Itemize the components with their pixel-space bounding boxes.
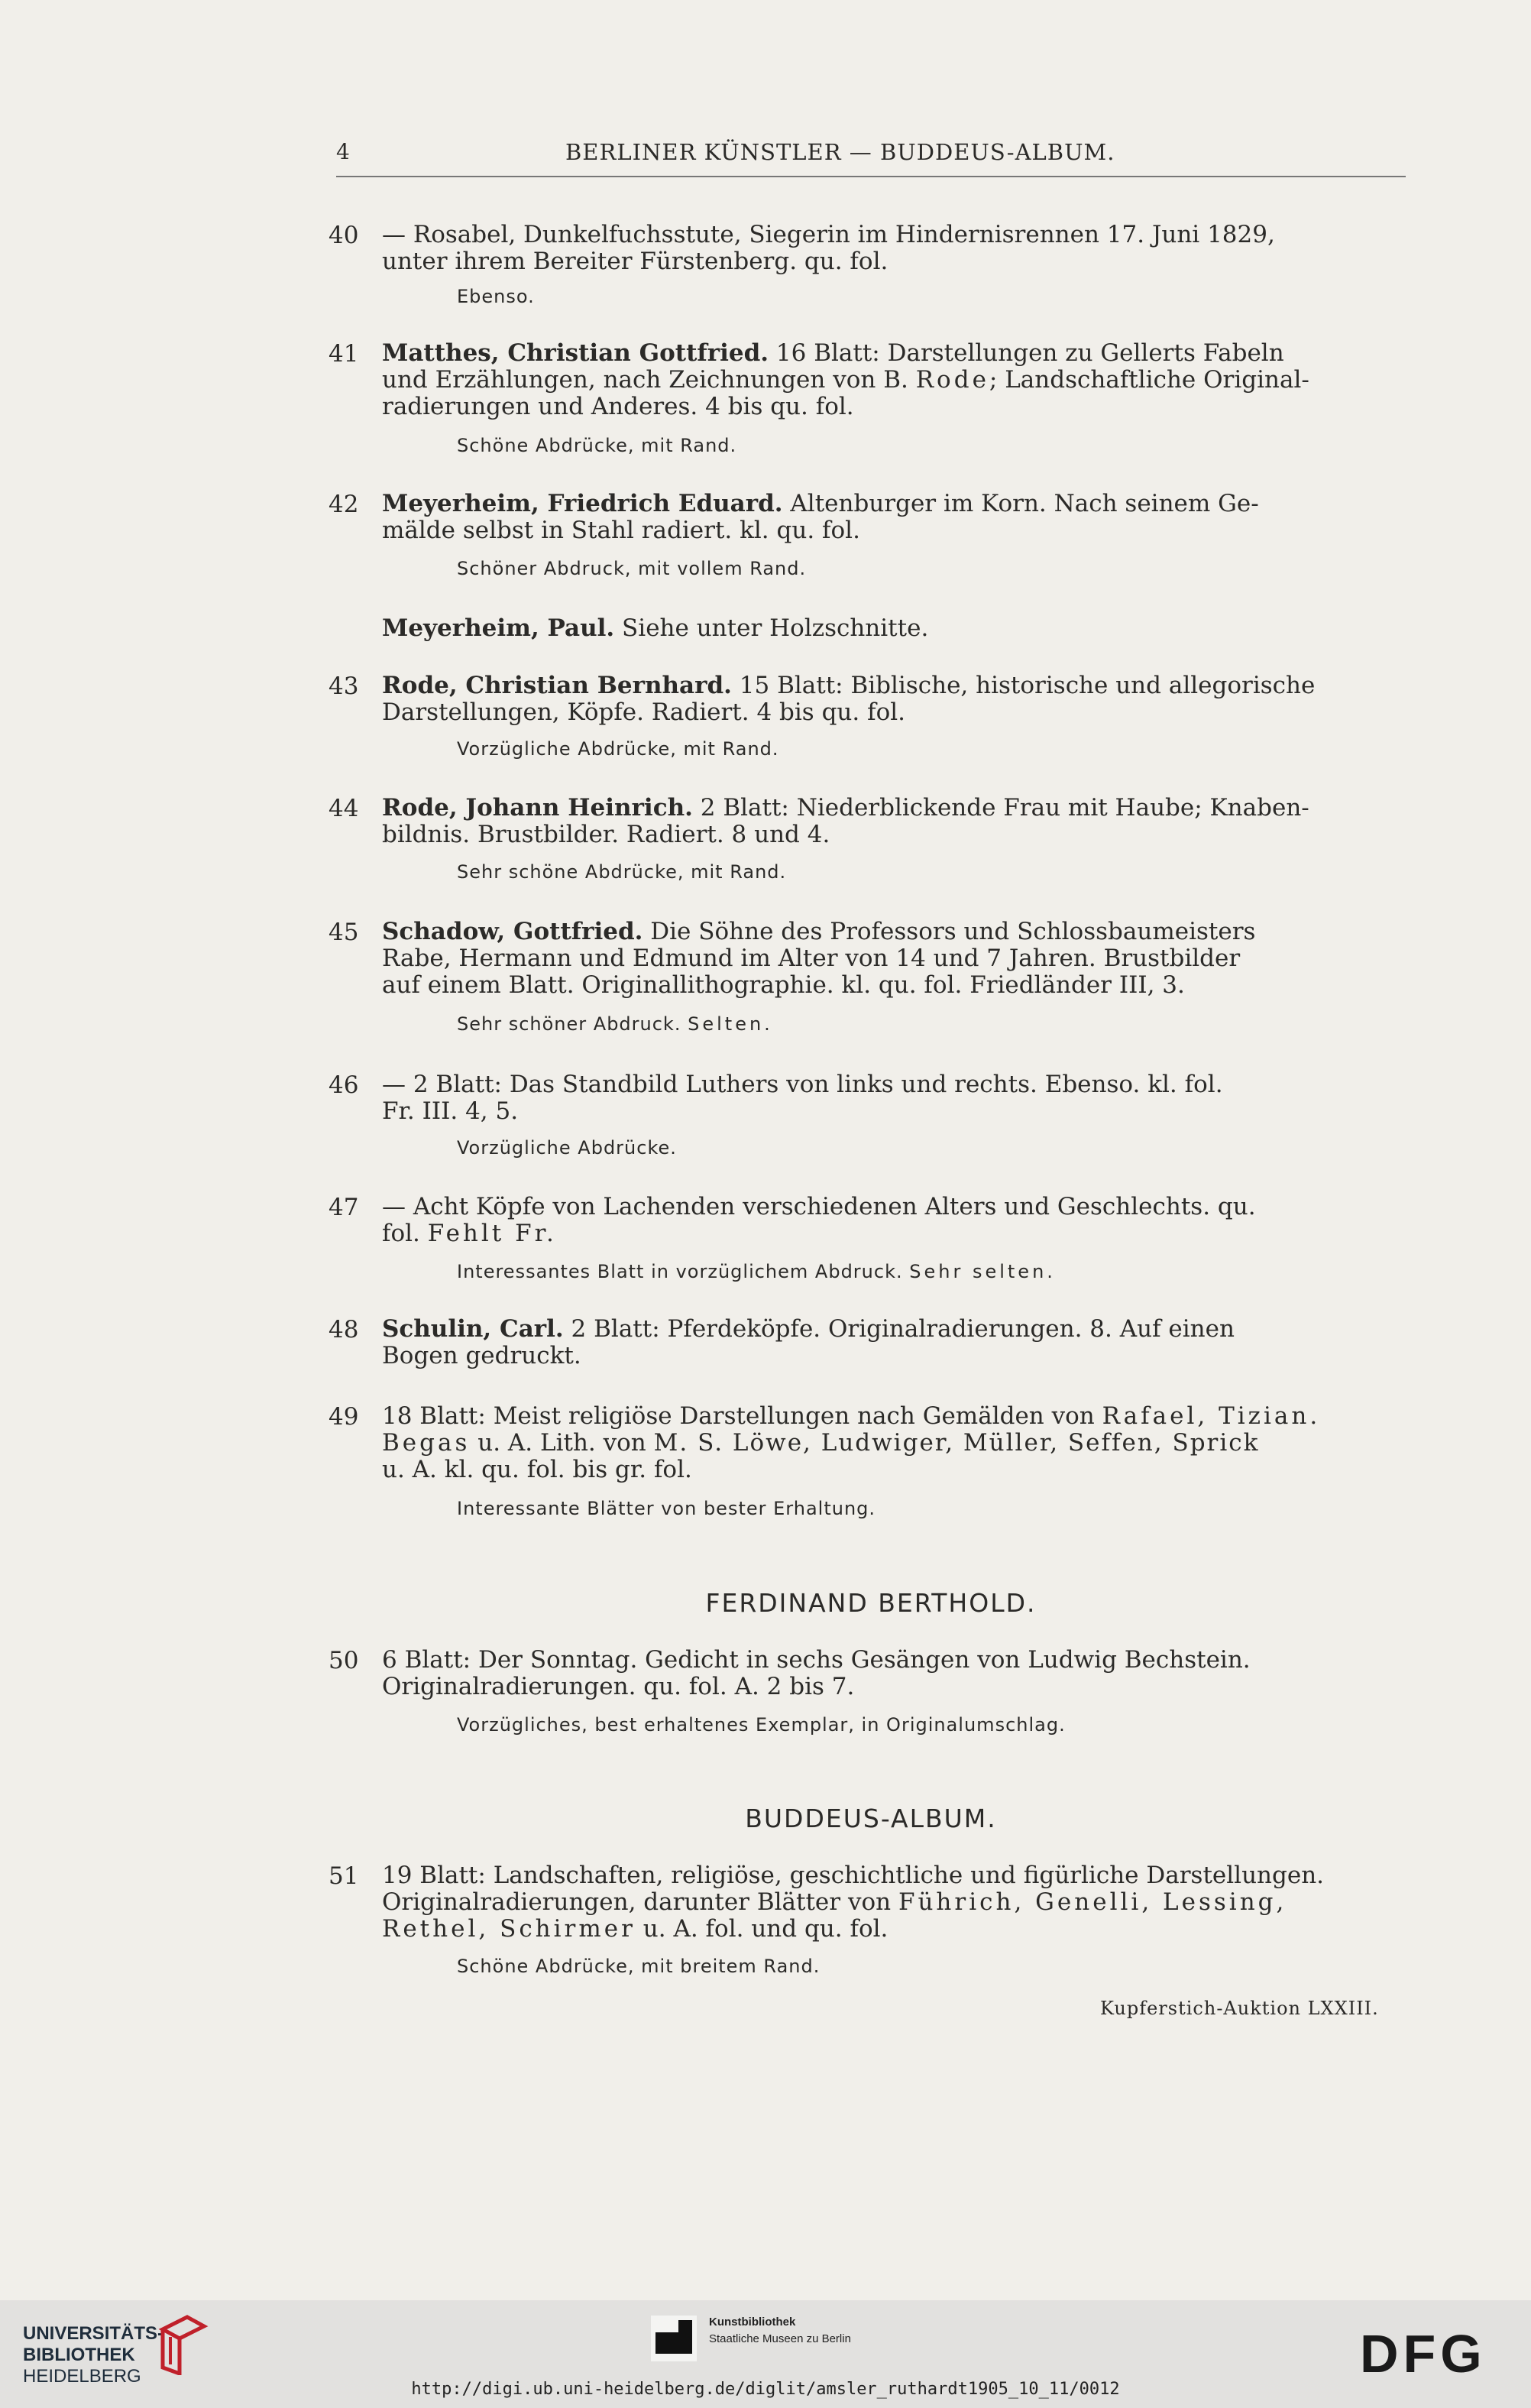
note-emphasis: Selten.	[688, 1013, 773, 1035]
entry-line	[382, 1916, 1398, 1943]
entry-line	[382, 1220, 1398, 1247]
condition-note: Vorzügliches, best erhaltenes Exemplar, in Originalumschlag.	[457, 1714, 1066, 1736]
condition-note: Ebenso.	[457, 286, 535, 307]
entry-line	[382, 340, 1398, 367]
entry-line: — Acht Köpfe von Lachenden verschiedenen Alters und Geschlechts. qu.	[382, 1193, 1256, 1220]
entry-line	[382, 672, 1398, 699]
entry-text-run: 2 Blatt: Pferdeköpfe. Originalradierungen. 8. Auf einen	[563, 1315, 1235, 1343]
entry-line	[382, 491, 1398, 517]
entry-line: Bogen gedruckt.	[382, 1342, 581, 1369]
entry-line: Rabe, Hermann und Edmund im Alter von 14 und 7 Jahren. Brustbilder	[382, 945, 1241, 972]
artist-name: Rode, Johann Heinrich.	[382, 794, 693, 822]
entry-line	[382, 1403, 1398, 1430]
entry-text	[382, 1071, 1398, 1125]
lot-number: 48	[329, 1316, 359, 1343]
entry-text	[382, 795, 1398, 848]
entry-text	[382, 1316, 1398, 1369]
condition-note: Vorzügliche Abdrücke.	[457, 1137, 677, 1159]
note-text: Sehr schöner Abdruck.	[457, 1013, 681, 1035]
logo-line: BIBLIOTHEK	[23, 2345, 135, 2365]
entry-text	[382, 672, 1398, 726]
kunstbibliothek-emblem-icon	[651, 2316, 697, 2361]
condition-note: Interessante Blätter von bester Erhaltung.	[457, 1498, 876, 1519]
lot-number: 40	[329, 222, 359, 249]
entry-line	[382, 1316, 1398, 1343]
condition-note: Vorzügliche Abdrücke, mit Rand.	[457, 738, 779, 760]
condition-note: Sehr schöne Abdrücke, mit Rand.	[457, 861, 787, 883]
entry-line: unter ihrem Bereiter Fürstenberg. qu. fol.	[382, 248, 888, 275]
entry-line: 19 Blatt: Landschaften, religiöse, geschichtliche und figürliche Darstellungen.	[382, 1862, 1325, 1889]
entry-text	[382, 222, 1398, 275]
spaced-name: Begas	[382, 1429, 471, 1457]
artist-name: Schulin, Carl.	[382, 1315, 564, 1343]
entry-text-run: 2 Blatt: Niederblickende Frau mit Haube; Knaben-	[692, 794, 1309, 822]
entry-text-run: u. A. fol. und qu. fol.	[635, 1915, 888, 1943]
spaced-name: Rethel, Schirmer	[382, 1915, 636, 1943]
entry-line: 6 Blatt: Der Sonntag. Gedicht in sechs Gesängen von Ludwig Bechstein.	[382, 1646, 1251, 1674]
catalog-signature: Kupferstich-Auktion LXXIII.	[1100, 1998, 1379, 2019]
entry-line: Fr. III. 4, 5.	[382, 1097, 519, 1125]
entry-text-run: fol.	[382, 1220, 428, 1247]
entry-text-run: Altenburger im Korn. Nach seinem Ge-	[782, 490, 1259, 517]
condition-note: Schöner Abdruck, mit vollem Rand.	[457, 558, 807, 579]
entry-line: — Rosabel, Dunkelfuchsstute, Siegerin im Hindernisrennen 17. Juni 1829,	[382, 221, 1275, 248]
running-title: BERLINER KÜNSTLER — BUDDEUS-ALBUM.	[565, 139, 1115, 165]
entry-text-run: Originalradierungen, darunter Blätter von	[382, 1888, 898, 1916]
lot-number: 43	[329, 672, 359, 700]
entry-text	[382, 1862, 1398, 1943]
entry-text	[382, 1647, 1398, 1700]
condition-note: Schöne Abdrücke, mit breitem Rand.	[457, 1956, 821, 1977]
lot-number: 51	[329, 1862, 359, 1890]
logo-line: Kunstbibliothek	[709, 2316, 796, 2329]
lot-number: 49	[329, 1403, 359, 1431]
entry-text	[382, 1194, 1398, 1247]
lot-number: 42	[329, 491, 359, 518]
spaced-name: M. S. Löwe, Ludwiger, Müller, Seffen, Sprick	[653, 1429, 1260, 1457]
entry-line: bildnis. Brustbilder. Radiert. 8 und 4.	[382, 821, 830, 848]
entry-text	[382, 919, 1398, 999]
condition-note: Schöne Abdrücke, mit Rand.	[457, 435, 737, 456]
entry-text	[382, 1403, 1398, 1483]
condition-note	[457, 1261, 1056, 1282]
lot-number: 44	[329, 795, 359, 822]
spaced-name: Rode	[915, 366, 989, 394]
logo-line: UNIVERSITÄTS-	[23, 2323, 164, 2344]
entry-line: radierungen und Anderes. 4 bis qu. fol.	[382, 393, 854, 420]
lot-number: 47	[329, 1194, 359, 1221]
artist-name: Schadow, Gottfried.	[382, 918, 643, 945]
artist-name: Matthes, Christian Gottfried.	[382, 339, 769, 367]
entry-line: mälde selbst in Stahl radiert. kl. qu. fol.	[382, 517, 860, 544]
lot-number: 50	[329, 1647, 359, 1674]
logo-line: HEIDELBERG	[23, 2366, 141, 2387]
entry-text	[382, 491, 1398, 544]
entry-line	[382, 795, 1398, 822]
artist-name: Meyerheim, Paul.	[382, 614, 615, 642]
spaced-name: Führich, Genelli, Lessing,	[898, 1888, 1287, 1916]
entry-text-run: Die Söhne des Professors und Schlossbaumeisters	[643, 918, 1256, 945]
entry-text-run: ; Landschaftliche Original-	[989, 366, 1309, 394]
entry-line	[382, 615, 1398, 642]
entry-text-run: 18 Blatt: Meist religiöse Darstellungen nach Gemälden von	[382, 1402, 1102, 1430]
entry-text	[382, 615, 1398, 642]
section-heading-berthold: FERDINAND BERTHOLD.	[705, 1588, 1037, 1618]
spaced-text: Fehlt Fr.	[427, 1220, 557, 1247]
entry-line	[382, 1430, 1398, 1457]
note-text: Interessantes Blatt in vorzüglichem Abdruck.	[457, 1261, 903, 1282]
spaced-name: Rafael, Tizian.	[1102, 1402, 1321, 1430]
condition-note	[457, 1013, 773, 1035]
lot-number: 45	[329, 919, 359, 946]
artist-name: Rode, Christian Bernhard.	[382, 672, 732, 699]
entry-text	[382, 340, 1398, 420]
entry-line: — 2 Blatt: Das Standbild Luthers von links und rechts. Ebenso. kl. fol.	[382, 1071, 1223, 1098]
entry-line	[382, 919, 1398, 945]
entry-text-run: u. A. Lith. von	[470, 1429, 654, 1457]
dfg-logo: DFG	[1360, 2324, 1487, 2384]
university-library-logo	[23, 2323, 163, 2387]
entry-line: Originalradierungen. qu. fol. A. 2 bis 7.	[382, 1673, 855, 1700]
header-rule	[336, 176, 1406, 177]
entry-line: auf einem Blatt. Originallithographie. kl. qu. fol. Friedländer III, 3.	[382, 971, 1185, 999]
section-heading-buddeus: BUDDEUS-ALBUM.	[745, 1804, 997, 1833]
entry-text-run: und Erzählungen, nach Zeichnungen von B.	[382, 366, 916, 394]
logo-line: Staatliche Museen zu Berlin	[709, 2332, 851, 2345]
entry-text-run: 15 Blatt: Biblische, historische und allegorische	[731, 672, 1316, 699]
library-emblem-icon	[157, 2314, 210, 2375]
permalink-url[interactable]: http://digi.ub.uni-heidelberg.de/diglit/amsler_ruthardt1905_10_11/0012	[411, 2380, 1120, 2399]
kunstbibliothek-logo-text	[709, 2314, 851, 2348]
entry-line	[382, 367, 1398, 394]
entry-text-run: 16 Blatt: Darstellungen zu Gellerts Fabeln	[769, 339, 1284, 367]
running-head	[336, 139, 1406, 170]
lot-number: 41	[329, 340, 359, 368]
entry-line: u. A. kl. qu. fol. bis gr. fol.	[382, 1456, 692, 1483]
entry-text-run: Siehe unter Holzschnitte.	[614, 614, 929, 642]
page-number: 4	[336, 139, 350, 164]
lot-number: 46	[329, 1071, 359, 1099]
entry-line: Darstellungen, Köpfe. Radiert. 4 bis qu. fol.	[382, 698, 905, 726]
artist-name: Meyerheim, Friedrich Eduard.	[382, 490, 783, 517]
entry-line	[382, 1889, 1398, 1916]
note-emphasis: Sehr selten.	[909, 1261, 1056, 1282]
